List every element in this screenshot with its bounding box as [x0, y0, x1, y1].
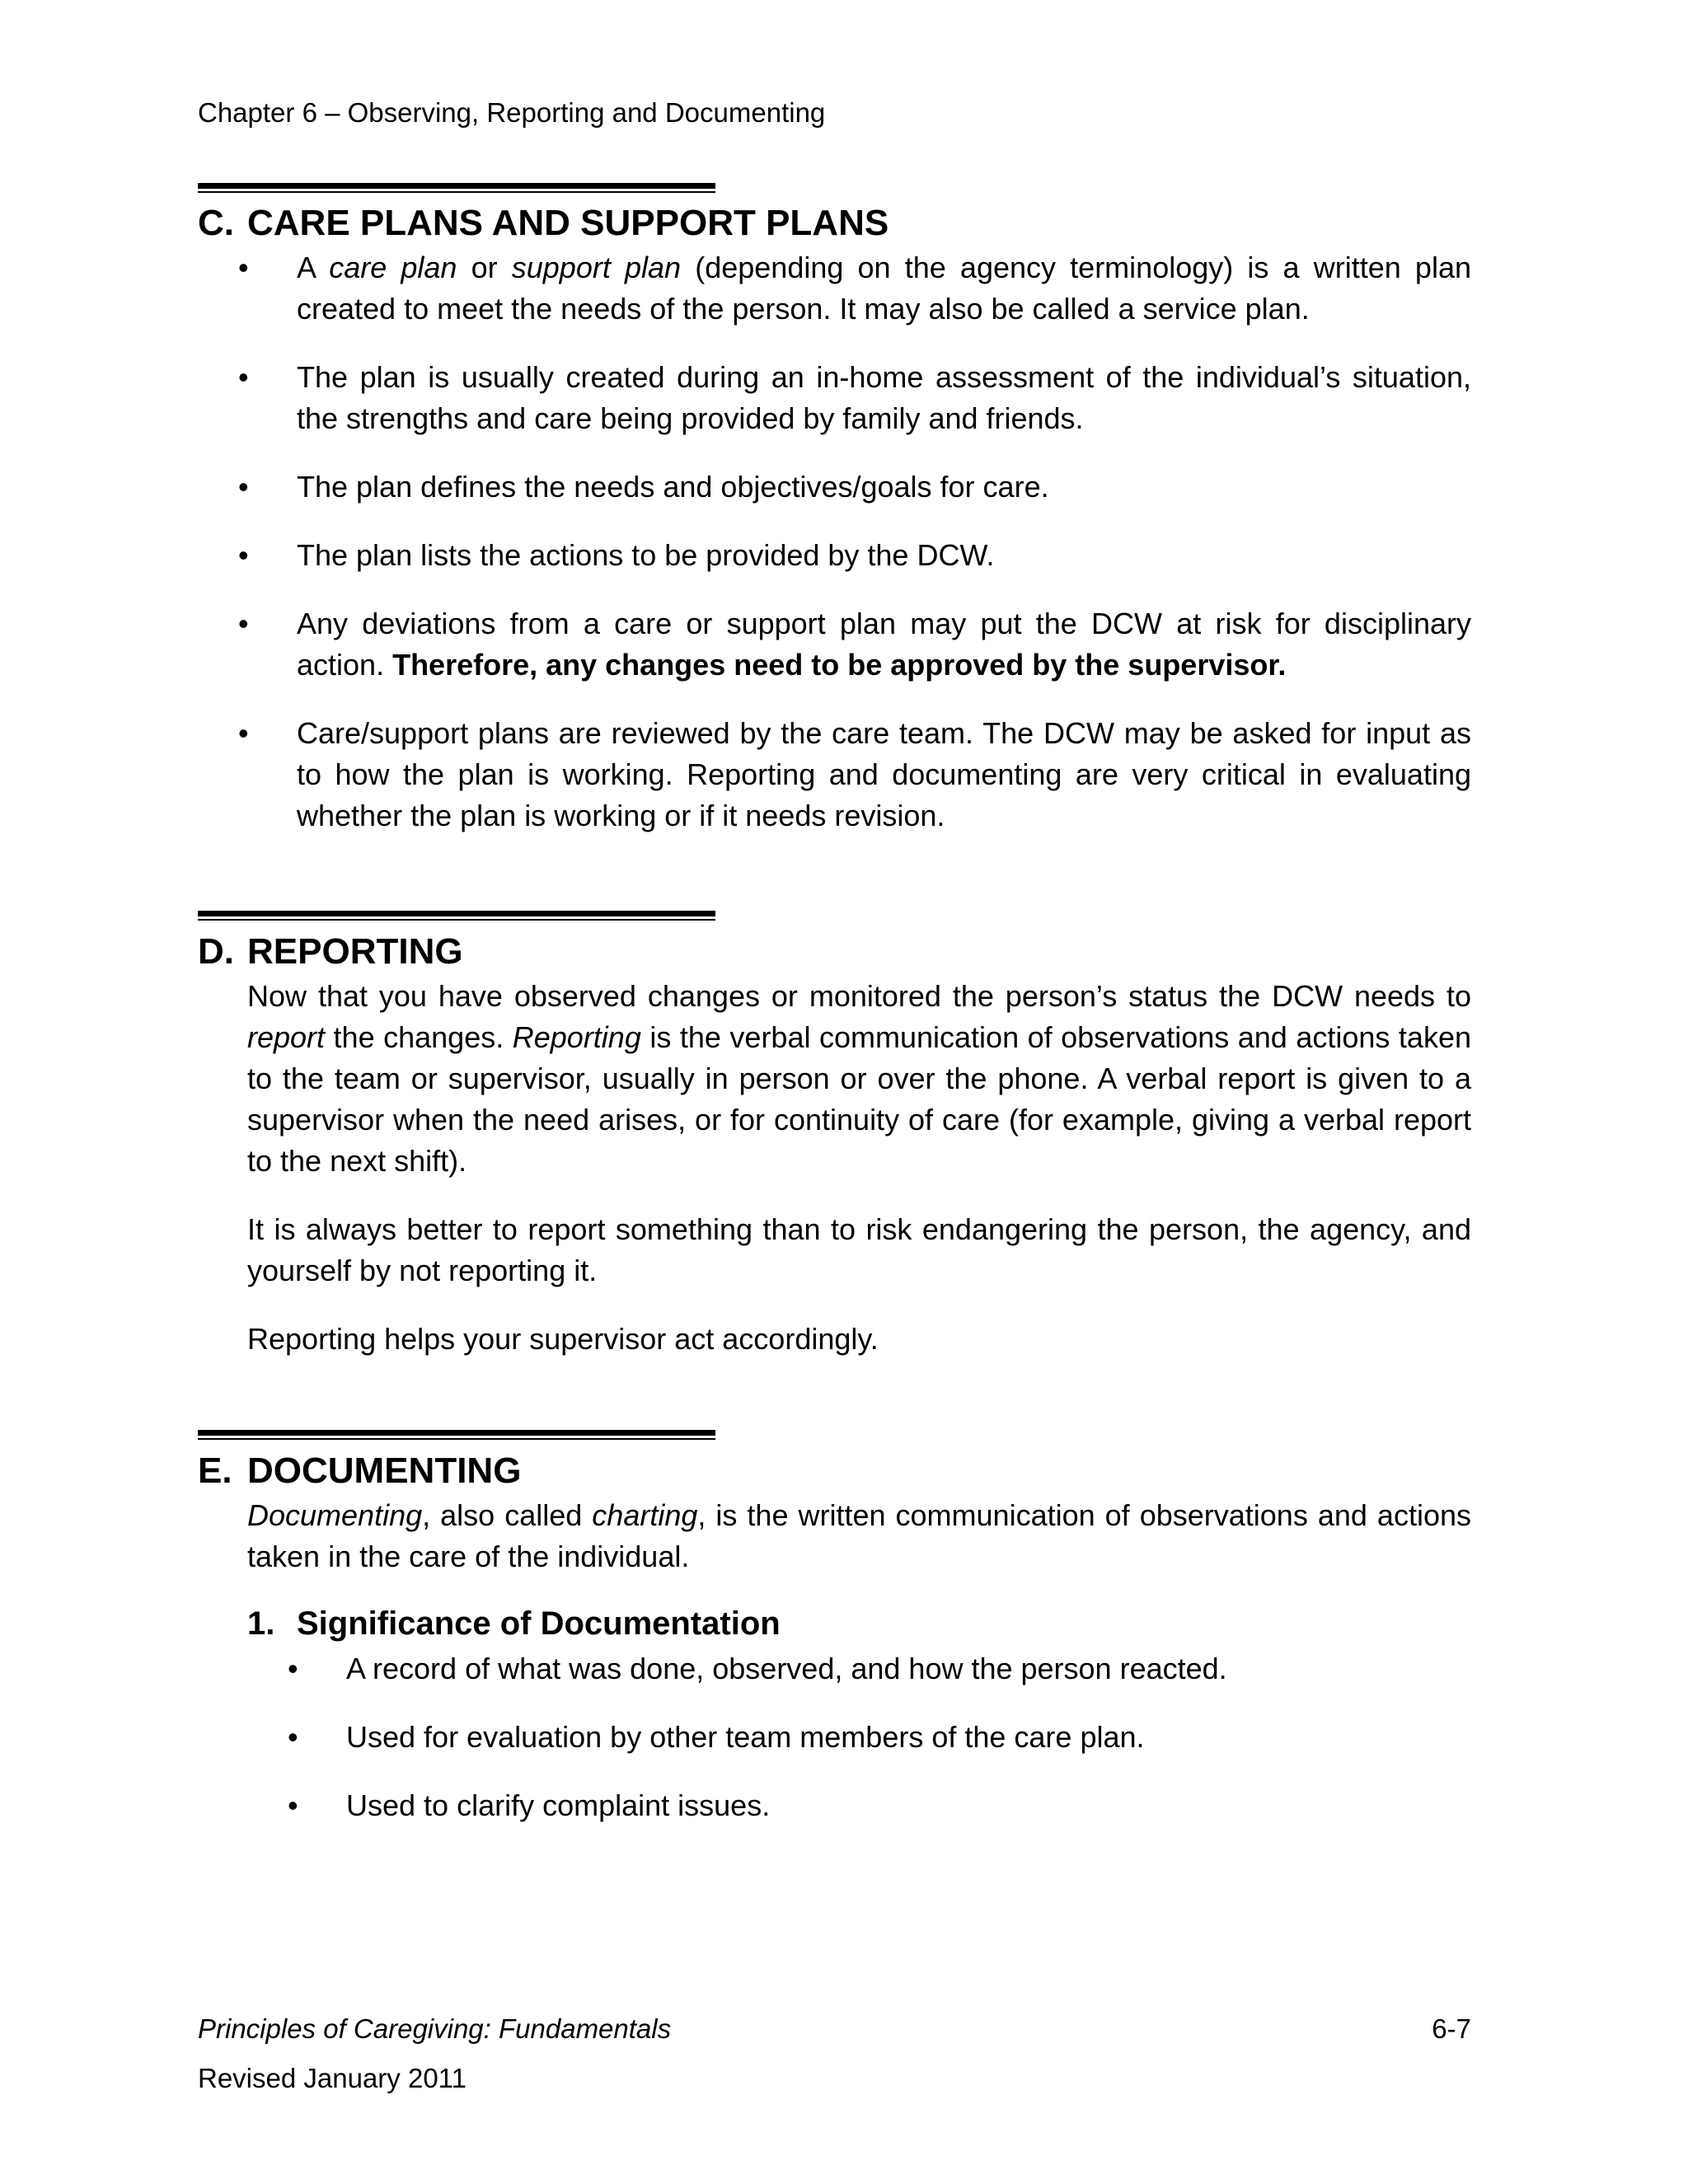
list-item	[198, 466, 1471, 508]
bullet-text: or	[457, 251, 512, 284]
bullet-text: Used for evaluation by other team members of the care plan.	[346, 1720, 1145, 1754]
section-d-title: REPORTING	[247, 931, 463, 972]
footer-revised: Revised January 2011	[198, 2063, 467, 2093]
bullet-dot: •	[238, 360, 249, 394]
term-report: report	[247, 1020, 326, 1054]
section-d-heading	[198, 931, 463, 972]
bullet-text: The plan is usually created during an in-home assessment of the individual’s situation, the strengths and care being provided by family and friends.	[297, 360, 1471, 435]
term-documenting: Documenting	[247, 1498, 423, 1532]
section-e-letter: E.	[198, 1451, 232, 1491]
bullet-text: A	[297, 251, 330, 284]
term-charting: charting	[592, 1498, 698, 1532]
footer-book-title: Principles of Caregiving: Fundamentals	[198, 2013, 672, 2044]
bullet-text: Any deviations from a care or support plan may put the DCW at risk for disciplinary action.	[297, 607, 1471, 682]
subsection-title: Significance of Documentation	[297, 1605, 781, 1642]
bullet-dot: •	[238, 470, 249, 504]
list-item	[198, 713, 1471, 837]
bullet-emphasis: Therefore, any changes need to be approved by the supervisor.	[392, 648, 1287, 682]
bullet-dot: •	[288, 1720, 298, 1754]
subsection-number: 1.	[247, 1605, 275, 1642]
bullet-dot: •	[288, 1788, 298, 1822]
list-item	[247, 1648, 1471, 1690]
running-header: Chapter 6 – Observing, Reporting and Documenting	[198, 97, 826, 128]
list-item	[198, 247, 1471, 330]
section-c-letter: C.	[198, 203, 234, 243]
bullet-dot: •	[238, 538, 249, 572]
section-c-heading	[198, 203, 889, 244]
list-item	[198, 535, 1471, 576]
page-number: 6-7	[1432, 2013, 1471, 2044]
section-d-rule	[198, 911, 715, 921]
documentation-bullet-list	[247, 1648, 1471, 1854]
list-item	[247, 1717, 1471, 1758]
footer-left	[198, 2004, 671, 2103]
reporting-paragraph-2: It is always better to report something than to risk endangering the person, the agency, and yourself by not reporting it.	[247, 1212, 1471, 1287]
section-d-letter: D.	[198, 931, 234, 972]
list-item	[198, 357, 1471, 439]
section-c-bullet-list	[198, 247, 1471, 864]
list-item	[198, 603, 1471, 686]
bullet-text: Used to clarify complaint issues.	[346, 1788, 771, 1822]
bullet-text: The plan lists the actions to be provided by the DCW.	[297, 538, 995, 572]
term-care-plan: care plan	[329, 251, 457, 284]
term-reporting: Reporting	[512, 1020, 641, 1054]
subsection-heading	[247, 1605, 781, 1643]
section-c-title: CARE PLANS AND SUPPORT PLANS	[247, 203, 889, 243]
reporting-paragraph-3: Reporting helps your supervisor act accordingly.	[247, 1322, 879, 1356]
documenting-intro: Documenting, also called charting, is the written communication of observations and actions taken in the care of the individual.	[247, 1498, 1471, 1573]
bullet-dot: •	[238, 607, 249, 640]
reporting-paragraph-1: Now that you have observed changes or monitored the person’s status the DCW needs to report the changes. Reporting is the verbal communication of observations and actions taken to the team or supervisor, usually in person or over the phone. A verbal report is given to a supervisor when the need arises, or for continuity of care (for example, giving a verbal report to the next shift).	[247, 979, 1471, 1178]
term-support-plan: support plan	[511, 251, 682, 284]
bullet-dot: •	[238, 716, 249, 750]
bullet-dot: •	[288, 1652, 298, 1685]
bullet-dot: •	[238, 251, 249, 284]
section-e-title: DOCUMENTING	[247, 1451, 522, 1491]
bullet-text: (depending on the agency terminology) is a written plan created to meet the needs of the person. It may also be called a service plan.	[297, 251, 1471, 326]
bullet-text: The plan defines the needs and objectives/goals for care.	[297, 470, 1049, 504]
list-item	[247, 1785, 1471, 1826]
section-e-rule	[198, 1430, 715, 1441]
section-e-heading	[198, 1451, 521, 1492]
bullet-text: A record of what was done, observed, and how the person reacted.	[346, 1652, 1227, 1685]
section-c-rule	[198, 183, 715, 194]
bullet-text: Care/support plans are reviewed by the care team. The DCW may be asked for input as to how the plan is working. Reporting and documenting are very critical in evaluating whether the plan is working or if it needs revision.	[297, 716, 1471, 832]
